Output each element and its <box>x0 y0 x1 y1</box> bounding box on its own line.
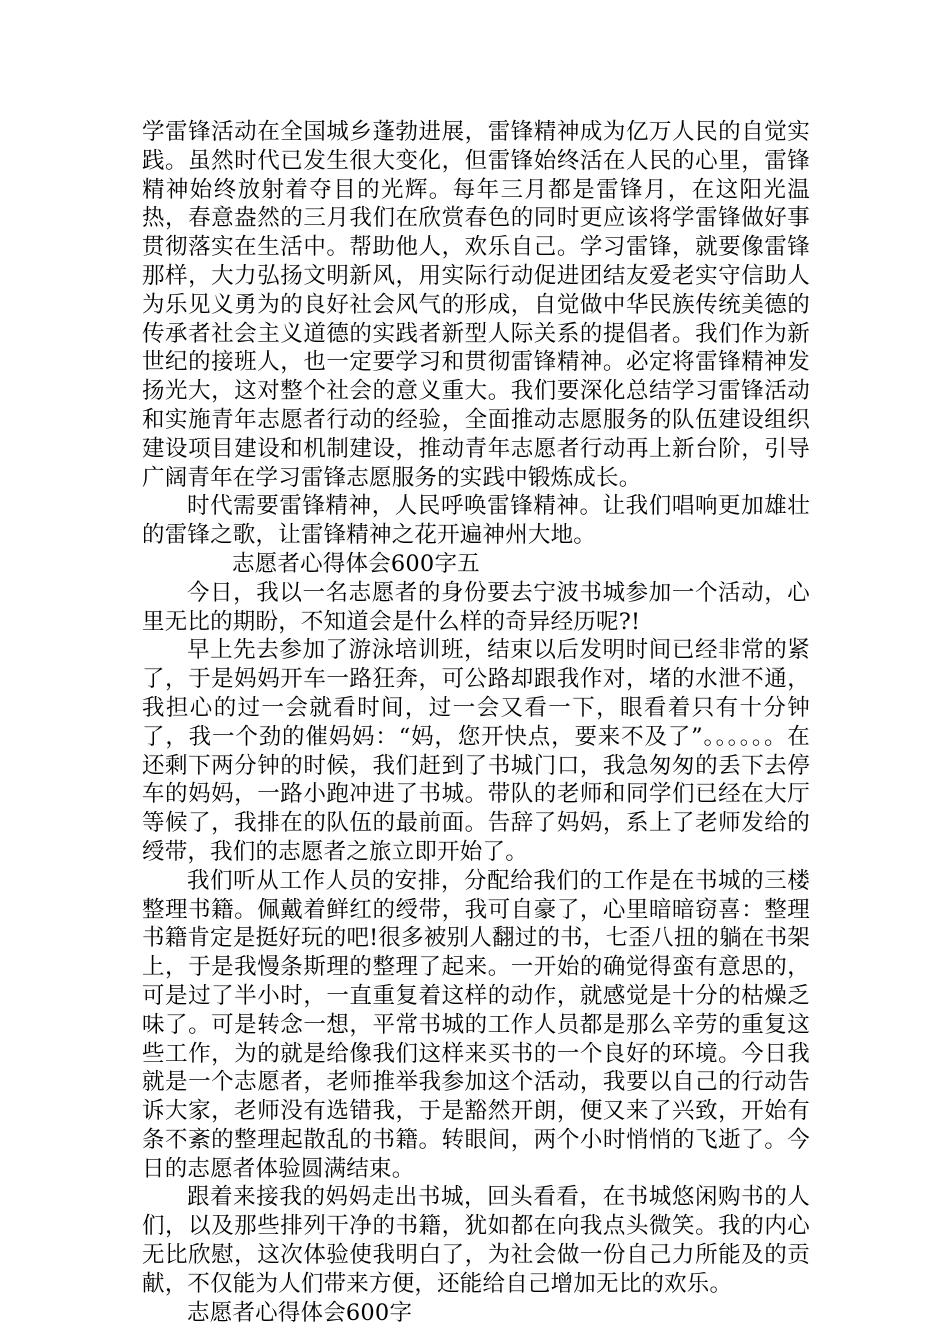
paragraph-volunteer-intro: 今日，我以一名志愿者的身份要去宁波书城参加一个活动，心里无比的期盼，不知道会是什么样的奇异经历呢?! <box>142 579 810 635</box>
paragraph-reflection: 跟着来接我的妈妈走出书城，回头看看，在书城悠闲购书的人们，以及那些排列干净的书籍，犹如都在向我点头微笑。我的内心无比欣慰，这次体验使我明白了，为社会做一份自己力所能及的贡献，不仅能为人们带来方便，还能给自己增加无比的欢乐。 <box>142 1184 810 1297</box>
section-heading-next: 志愿者心得体会600字 <box>187 1299 413 1326</box>
paragraph-morning-rush: 早上先去参加了游泳培训班，结束以后发明时间已经非常的紧了，于是妈妈开车一路狂奔，可公路却跟我作对，堵的水泄不通，我担心的过一会就看时间，过一会又看一下，眼看着只有十分钟了，我一个劲的催妈妈：“妈，您开快点，要来不及了”。。。。。。在还剩下两分钟的时候，我们赶到了书城门口，我急匆匆的丢下去停车的妈妈，一路小跑冲进了书城。带队的老师和同学们已经在大厅等候了，我排在的队伍的最前面。告辞了妈妈，系上了老师发给的绶带，我们的志愿者之旅立即开始了。 <box>142 637 810 865</box>
paragraph-organizing-books: 我们听从工作人员的安排，分配给我们的工作是在书城的三楼整理书籍。佩戴着鲜红的绶带，我可自豪了，心里暗暗窃喜：整理书籍肯定是挺好玩的吧!很多被别人翻过的书，七歪八扭的躺在书架上，于是我慢条斯理的整理了起来。一开始的确觉得蛮有意思的，可是过了半小时，一直重复着这样的动作，就感觉是十分的枯燥乏味了。可是转念一想，平常书城的工作人员都是那么辛劳的重复这些工作，为的就是给像我们这样来买书的一个良好的环境。今日我就是一个志愿者，老师推举我参加这个活动，我要以自己的行动告诉大家，老师没有选错我，于是豁然开朗，便又来了兴致，开始有条不紊的整理起散乱的书籍。转眼间，两个小时悄悄的飞逝了。今日的志愿者体验圆满结束。 <box>142 867 810 1182</box>
document-body <box>142 118 810 1327</box>
paragraph-lei-feng-call: 时代需要雷锋精神，人民呼唤雷锋精神。让我们唱响更加雄壮的雷锋之歌，让雷锋精神之花开遍神州大地。 <box>142 493 810 549</box>
section-heading-five: 志愿者心得体会600字五 <box>232 550 480 577</box>
paragraph-lei-feng-activity: 学雷锋活动在全国城乡蓬勃进展，雷锋精神成为亿万人民的自觉实践。虽然时代已发生很大变化，但雷锋始终活在人民的心里，雷锋精神始终放射着夺目的光辉。每年三月都是雷锋月，在这阳光温热，春意盎然的三月我们在欣赏春色的同时更应该将学雷锋做好事贯彻落实在生活中。帮助他人，欢乐自己。学习雷锋，就要像雷锋那样，大力弘扬文明新风，用实际行动促进团结友爱老实守信助人为乐见义勇为的良好社会风气的形成，自觉做中华民族传统美德的传承者社会主义道德的实践者新型人际关系的提倡者。我们作为新世纪的接班人，也一定要学习和贯彻雷锋精神。必定将雷锋精神发扬光大，这对整个社会的意义重大。我们要深化总结学习雷锋活动和实施青年志愿者行动的经验，全面推动志愿服务的队伍建设组织建设项目建设和机制建设，推动青年志愿者行动再上新台阶，引导广阔青年在学习雷锋志愿服务的实践中锻炼成长。 <box>142 119 810 491</box>
